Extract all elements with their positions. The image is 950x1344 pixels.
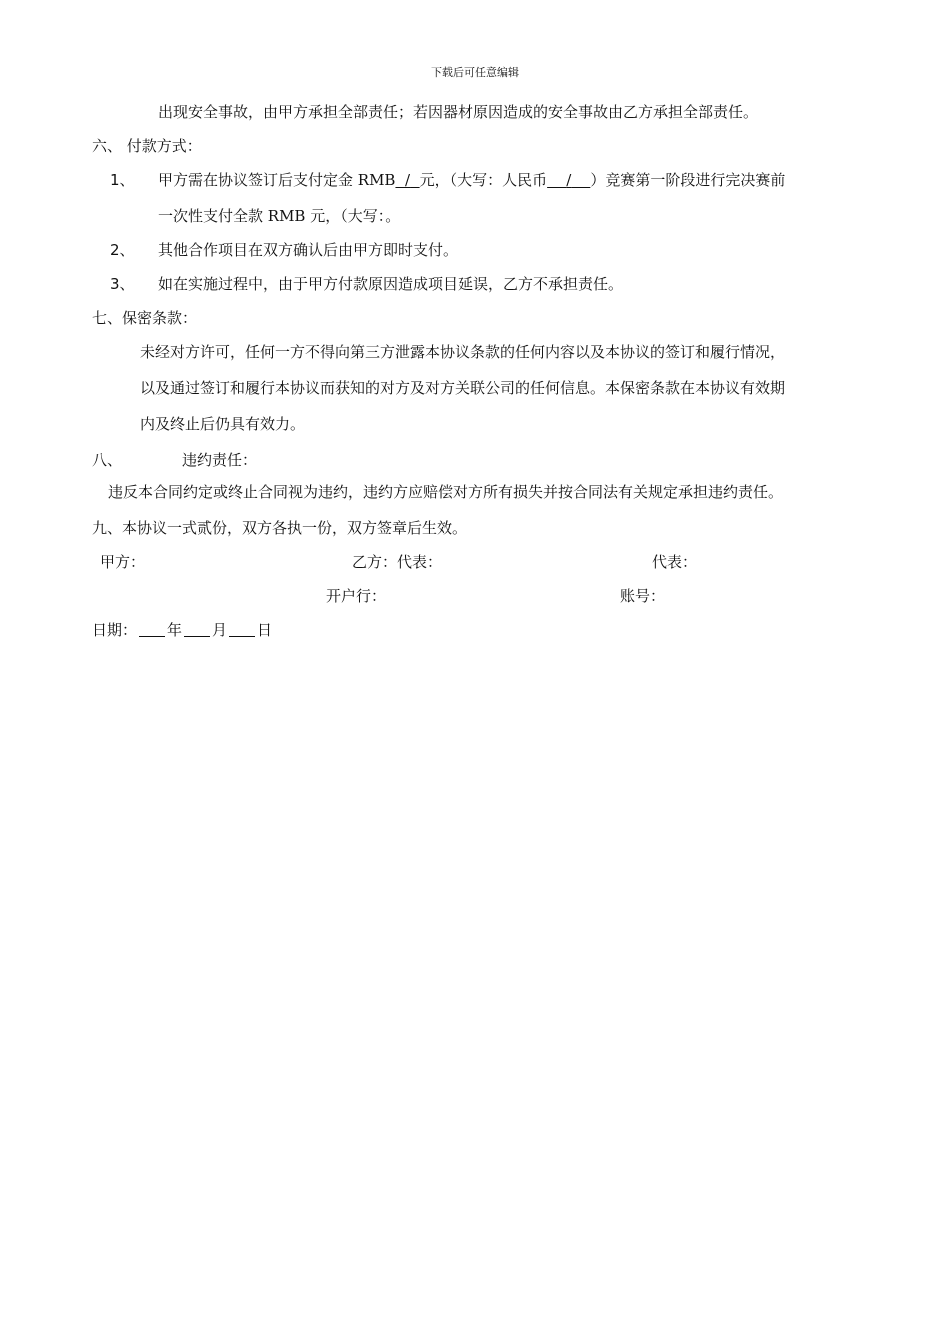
section-9-text: 九、本协议一式贰份，双方各执一份，双方签章后生效。 [92,519,468,537]
confidentiality-line-1: 未经对方许可，任何一方不得向第三方泄露本协议条款的任何内容以及本协议的签订和履行情况， [140,343,786,361]
section-8-number: 八、 [92,451,123,469]
deposit-amount-value: / [405,171,411,189]
bank-label: 开户行： [326,587,387,605]
payment-item-3-number: 3、 [110,275,135,293]
page-header: 下载后可任意编辑 [431,66,519,79]
representative-label: 代表： [652,553,698,571]
breach-clause-text: 违反本合同约定或终止合同视为违约，违约方应赔偿对方所有损失并按合同法有关规定承担违约责任。 [108,483,784,501]
payment-item-2-text: 其他合作项目在双方确认后由甲方即时支付。 [158,241,459,259]
payment-item-2-number: 2、 [110,241,135,259]
deposit-amount-blank [395,171,419,189]
section-7-title: 七、保密条款： [92,309,198,327]
day-label: 日 [257,621,273,639]
confidentiality-line-3: 内及终止后仍具有效力。 [140,415,306,433]
date-line [92,620,272,640]
payment-item-1-part-b: 元，（大写：人民币 [419,171,548,189]
party-a-label: 甲方： [100,553,146,571]
month-label: 月 [212,621,228,639]
year-blank [139,622,165,637]
date-label: 日期： [92,621,138,639]
month-blank [184,622,210,637]
deposit-amount-words-value: / [566,171,572,189]
year-label: 年 [167,621,183,639]
account-label: 账号： [620,587,666,605]
payment-item-1-part-c: ）竞赛第一阶段进行完决赛前 [590,171,786,189]
payment-item-1-continuation: 一次性支付全款 RMB 元，（大写：。 [158,207,401,225]
section-8-title: 违约责任： [182,451,258,469]
section-6-title: 六、 付款方式： [92,137,202,155]
safety-clause-line: 出现安全事故，由甲方承担全部责任；若因器材原因造成的安全事故由乙方承担全部责任。 [158,103,759,121]
payment-item-1-text [158,170,785,190]
confidentiality-line-2: 以及通过签订和履行本协议而获知的对方及对方关联公司的任何信息。本保密条款在本协议有效期 [140,379,786,397]
deposit-amount-words-blank [547,171,590,189]
payment-item-3-text: 如在实施过程中，由于甲方付款原因造成项目延误，乙方不承担责任。 [158,275,624,293]
payment-item-1-number: 1、 [110,171,135,189]
party-b-label: 乙方：代表： [352,553,443,571]
day-blank [229,622,255,637]
payment-item-1-part-a: 甲方需在协议签订后支付定金 RMB [158,171,396,189]
